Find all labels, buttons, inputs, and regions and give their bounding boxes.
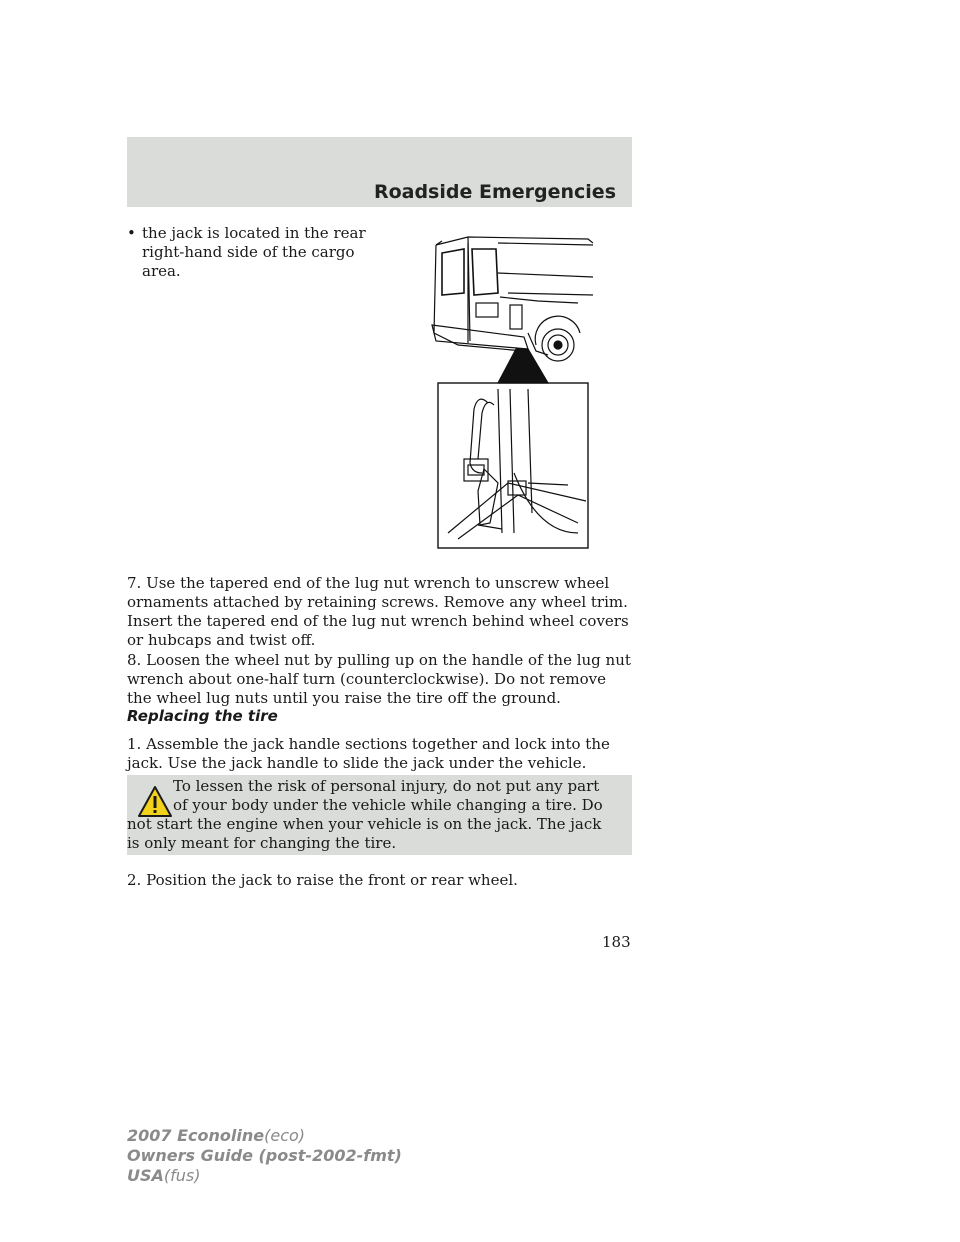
footer-line-1 xyxy=(127,1126,402,1146)
bullet-text: the jack is located in the rear right-hand side of the cargo area. xyxy=(142,224,366,280)
footer-market: USA xyxy=(127,1166,164,1185)
warning-text-content: To lessen the risk of personal injury, do not put any part of your body under the vehicle while changing a tire. Do not start the engine when your vehicle is on the jack. The jack is only meant for changing the tire. xyxy=(127,777,603,852)
footer-model-code: (eco) xyxy=(264,1126,306,1145)
bullet-marker: • xyxy=(127,224,136,242)
warning-text xyxy=(127,777,617,853)
document-footer xyxy=(127,1126,402,1186)
step-8-paragraph: 8. Loosen the wheel nut by pulling up on the handle of the lug nut wrench about one-half turn (counterclockwise). Do not remove the wheel lug nuts until you raise the tire off the ground. xyxy=(127,651,631,707)
bullet-item-jack-location xyxy=(127,224,397,281)
replacing-tire-heading: Replacing the tire xyxy=(127,707,278,725)
warning-box xyxy=(127,775,632,855)
jack-location-illustration xyxy=(428,233,593,553)
page-number: 183 xyxy=(602,933,631,951)
replace-step-1-paragraph: 1. Assemble the jack handle sections together and lock into the jack. Use the jack handle to slide the jack under the vehicle. xyxy=(127,735,610,772)
section-title: Roadside Emergencies xyxy=(373,181,616,203)
step-7-paragraph: 7. Use the tapered end of the lug nut wrench to unscrew wheel ornaments attached by retaining screws. Remove any wheel trim. Insert the tapered end of the lug nut wrench behind wheel covers or hubcaps and twist off. xyxy=(127,574,629,649)
footer-guide: Owners Guide (post-2002-fmt) xyxy=(127,1146,402,1165)
section-header-band xyxy=(127,137,632,207)
warning-icon-spacer xyxy=(127,777,173,815)
replace-step-2-paragraph: 2. Position the jack to raise the front or rear wheel. xyxy=(127,871,518,889)
footer-model: 2007 Econoline xyxy=(127,1126,265,1145)
footer-line-3 xyxy=(127,1166,402,1186)
footer-market-code: (fus) xyxy=(163,1166,201,1185)
footer-line-2 xyxy=(127,1146,402,1166)
